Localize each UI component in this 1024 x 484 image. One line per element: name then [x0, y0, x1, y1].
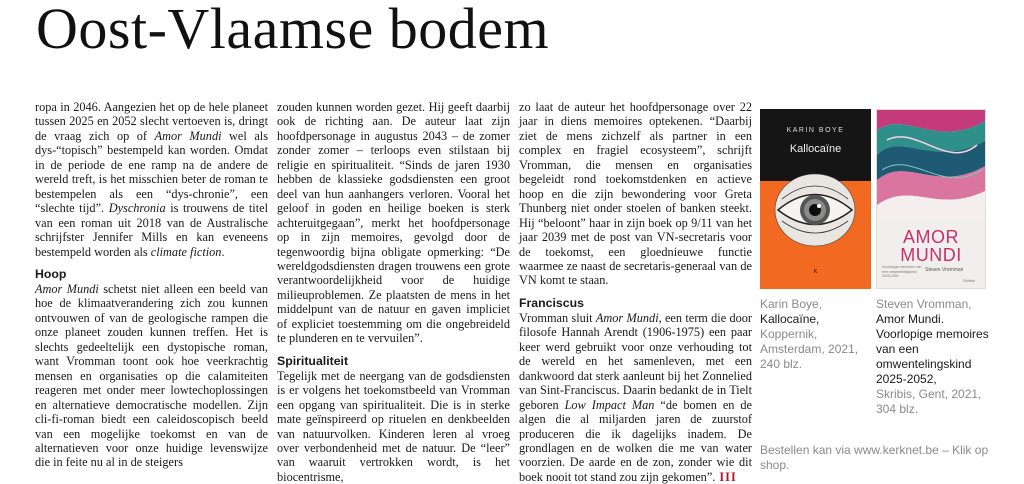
section-heading-franciscus: Franciscus: [519, 295, 584, 310]
eye-illustration-icon: [772, 169, 858, 251]
caption-author: Karin Boye,: [760, 297, 823, 311]
paragraph: zo laat de auteur het hoofdpersonage over 22 jaar in diens memoires optekenen. “Daarbij ziet de mens zichzelf als partner in een complex en fragiel ecosysteem”, schrijft Vromman, die mensen en organisaties begeleidt rond toekomstdenken en actieve hoop en die zijn bewondering voor Greta Thunberg niet onder stoelen of banken steekt. Hij “beloont” haar in zijn boek op 9/11 van het jaar 2039 met de post van VN-secretaris voor de toekomst, een gloednieuwe functie waarmee ze naast de secretaris-generaal van de VN komt te staan.: [519, 100, 752, 288]
article-column-3: [519, 100, 752, 484]
cover-publisher: K: [813, 269, 818, 275]
book-cover-amor-mundi: [876, 109, 986, 289]
cover-subtitle: Voorlopige memoires van een omwentelingskind 2025-2052: [882, 265, 922, 278]
book-cover-kallocaine: [760, 109, 871, 289]
article-column-2: [277, 100, 510, 484]
end-mark: III: [719, 469, 737, 484]
section-heading-hoop: Hoop: [35, 266, 67, 281]
book-caption-amor-mundi: [876, 297, 991, 417]
cover-author: KARIN BOYE: [786, 127, 845, 134]
paragraph: Amor Mundi schetst niet alleen een beeld van hoe de klimaatverandering zich zou kunnen ontvouwen of van de geologische rampen die onze planeet zouden kunnen treffen. Het is slechts gedeeltelijk een dystopische roman, want Vromman toont ook hoe veerkrachtig mensen en organisaties op die calamiteiten reageren met onder meer lowtechoplossingen en alternatieve democratische modellen. Zijn cli-fi-roman biedt een caleidoscopisch beeld van een mogelijke toekomst en van de alternatieven voor onze huidige levenswijze die in feite nu al in de steigers: [35, 281, 268, 470]
caption-author: Steven Vromman,: [876, 297, 972, 311]
cover-title: Kallocaïne: [789, 143, 842, 155]
article-column-1: [35, 100, 268, 470]
article-headline: Oost-Vlaamse bodem: [36, 0, 550, 61]
cover-publisher: Skribis: [963, 278, 976, 283]
caption-title: Kallocaïne,: [760, 312, 820, 326]
caption-details: Skribis, Gent, 2021, 304 blz.: [876, 387, 982, 416]
cover-title: AMOR MUNDI: [900, 227, 962, 265]
paragraph: Vromman sluit Amor Mundi, een term die door filosofe Hannah Arendt (1906-1975) een paar keer werd gebruikt voor onze verhouding tot de wereld en het samenleven, met een dankwoord dat sterk aanleunt bij het Zonnelied van Sint-Franciscus. Daarin bedankt de in Tielt geboren Low Impact Man “de bomen en de algen die al miljarden jaren de zuurstof produceren die ik dagelijks inadem. De grondlagen en de wolken die me van water voorzien. De aarde en de zon, zonder wie dit boek nooit tot stand zou zijn gekomen”. III: [519, 310, 752, 484]
caption-details: Koppernik, Amsterdam, 2021, 240 blz.: [760, 327, 859, 371]
caption-title: Amor Mundi. Voorlopige memoires van een omwentelingskind 2025-2052,: [876, 312, 989, 386]
paragraph: Tegelijk met de neergang van de godsdiensten is er volgens het toekomstbeeld van Vromman een opgang van spiritualiteit. Die is in sterke mate geïnspireerd op rituelen en denkbeelden van natuurvolken. Kinderen leren al vroeg over verbondenheid met de natuur. De “leer” van waaruit vertrokken wordt, is het biocentrisme,: [277, 368, 510, 484]
book-caption-kallocaine: [760, 297, 870, 372]
section-heading-spiritualiteit: Spiritualiteit: [277, 353, 349, 368]
paragraph: ropa in 2046. Aangezien het op de hele planeet tussen 2025 en 2052 slecht vertoeven is, dringt de vraag zich op of Amor Mundi wel als dys-“topisch” bestempeld kan worden. Omdat in de periode de ene ramp na de andere de wereld treft, is het misschien beter de roman te bestempelen als een “dys-chronie”, een “slechte tijd”. Dyschronia is trouwens de titel van een roman uit 2018 van de Australische schrijfster Jennifer Mills en kan eveneens bestempeld worden als climate fiction.: [35, 100, 268, 259]
cover-author: Steven Vromman: [925, 267, 964, 273]
paragraph: zouden kunnen worden gezet. Hij geeft daarbij ook de richting aan. De auteur laat zijn hoofdpersonage in augustus 2043 – de zomer zonder zomer – terloops even stilstaan bij religie en spiritualiteit. “Sinds de jaren 1930 hebben de klassieke godsdiensten een groot deel van hun aanhangers verloren. Vooral het geloof in goden en heilige boeken is sterk achteruitgegaan”, merkt het hoofdpersonage op in zijn memoires, gevolgd door de tegenwoordig bijna obligate opmerking: “De wereldgodsdiensten dragen trouwens een grote verantwoordelijkheid voor de huidige milieuproblemen. Ze plaatsten de mens in het middelpunt van de natuur en gaven impliciet of expliciet toestemming om die ongebreideld te plunderen en te vervuilen”.: [277, 100, 510, 346]
wave-illustration-icon: [877, 110, 986, 220]
order-note: Bestellen kan via www.kerknet.be – Klik op shop.: [760, 443, 989, 472]
